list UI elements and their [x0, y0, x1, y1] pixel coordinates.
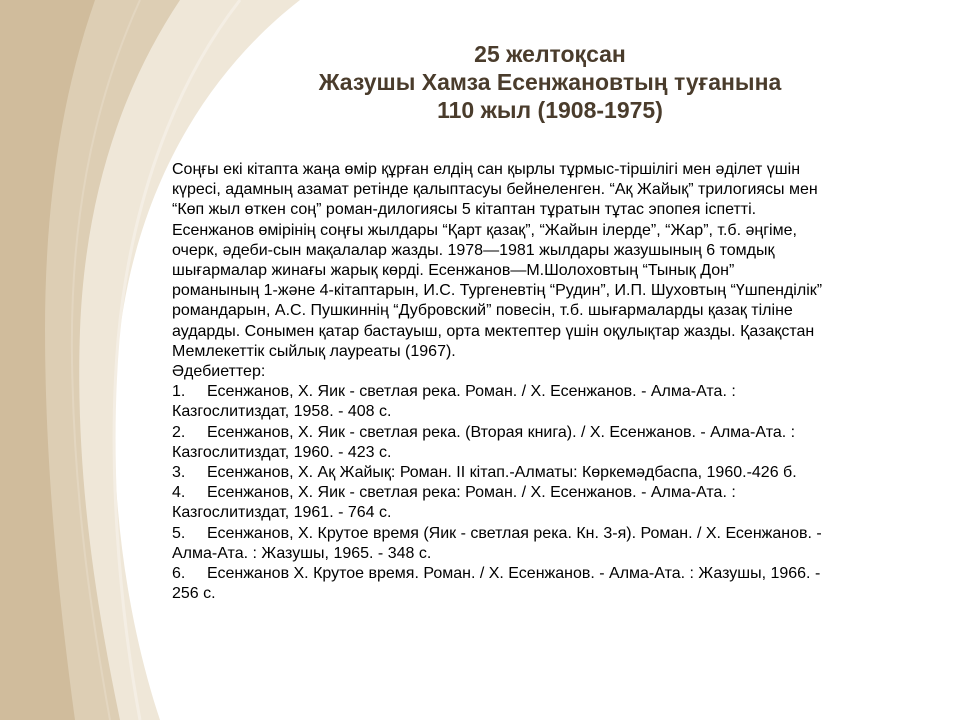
reference-text-cont: Казгослитиздат, 1958. - 408 с. — [172, 403, 392, 421]
reference-item — [172, 463, 942, 483]
paragraph-line: романдарын, А.С. Пушкиннің “Дубровский” повесін, т.б. шығармаларды қазақ тіліне — [172, 302, 793, 320]
title-subject: Жазушы Хамза Есенжановтың туғанына — [318, 69, 782, 95]
paragraph-line: Есенжанов өмірінің соңғы жылдары “Қарт қазақ”, “Жайын ілерде”, “Жар”, т.б. әңгіме, — [172, 221, 797, 239]
reference-item — [172, 483, 942, 523]
reference-item — [172, 524, 942, 564]
paragraph-line: күресі, адамның азамат ретінде қалыптасуы бейнеленген. “Ақ Жайық” трилогиясы мен — [172, 181, 818, 199]
reference-text-cont: 256 с. — [172, 585, 216, 603]
paragraph-line: Соңғы екі кітапта жаңа өмір құрған елдің сан қырлы тұрмыс-тіршілігі мен әділет үшін — [172, 161, 801, 178]
reference-item — [172, 423, 942, 463]
reference-text: Есенжанов, Х. Яик - светлая река. Роман. / Х. Есенжанов. - Алма-Ата. : — [207, 383, 736, 401]
reference-number: 2. — [172, 423, 186, 441]
reference-number: 1. — [172, 383, 186, 401]
reference-number: 3. — [172, 464, 186, 482]
reference-item — [172, 564, 942, 604]
reference-text-cont: Казгослитиздат, 1960. - 423 с. — [172, 443, 392, 461]
reference-text: Есенжанов, Х. Крутое время (Яик - светлая река. Кн. 3-я). Роман. / Х. Есенжанов. - — [207, 524, 822, 542]
reference-text: Есенжанов, Х. Ақ Жайық: Роман. II кітап.-Алматы: Көркемәдбаспа, 1960.-426 б. — [207, 464, 797, 482]
reference-text: Есенжанов, Х. Яик - светлая река: Роман. / Х. Есенжанов. - Алма-Ата. : — [207, 484, 736, 502]
reference-item — [172, 382, 942, 422]
paragraph-line: романының 1-және 4-кітаптарын, И.С. Тургеневтің “Рудин”, И.П. Шуховтың “Үшпенділік” — [172, 282, 823, 300]
paragraph-line: аударды. Сонымен қатар бастауыш, орта мектептер үшін оқулықтар жазды. Қазақстан — [172, 322, 815, 340]
title-date: 25 желтоқсан — [474, 41, 626, 67]
paragraph-line: Мемлекеттік сыйлық лауреаты (1967). — [172, 342, 456, 360]
reference-text-cont: Алма-Ата. : Жазушы, 1965. - 348 с. — [172, 544, 432, 562]
slide-title — [250, 40, 850, 124]
paragraph — [172, 160, 942, 362]
references-heading: Әдебиеттер: — [172, 363, 266, 381]
paragraph-line: очерк, әдеби-сын мақалалар жазды. 1978—1981 жылдары жазушының 6 томдық — [172, 241, 775, 259]
slide-body-text — [172, 160, 942, 604]
references-list — [172, 382, 942, 604]
reference-number: 5. — [172, 524, 186, 542]
paragraph-line: шығармалар жинағы жарық көрді. Есенжанов—М.Шолоховтың “Тынық Дон” — [172, 262, 735, 280]
reference-text: Есенжанов, Х. Яик - светлая река. (Вторая книга). / Х. Есенжанов. - Алма-Ата. : — [207, 423, 796, 441]
reference-text-cont: Казгослитиздат, 1961. - 764 с. — [172, 504, 392, 522]
paragraph-line: “Көп жыл өткен соң” роман-дилогиясы 5 кітаптан тұратын тұтас эпопея іспетті. — [172, 201, 757, 219]
title-years: 110 жыл (1908-1975) — [437, 97, 663, 123]
reference-number: 6. — [172, 565, 186, 583]
reference-number: 4. — [172, 484, 186, 502]
reference-text: Есенжанов Х. Крутое время. Роман. / Х. Есенжанов. - Алма-Ата. : Жазушы, 1966. - — [207, 565, 821, 583]
